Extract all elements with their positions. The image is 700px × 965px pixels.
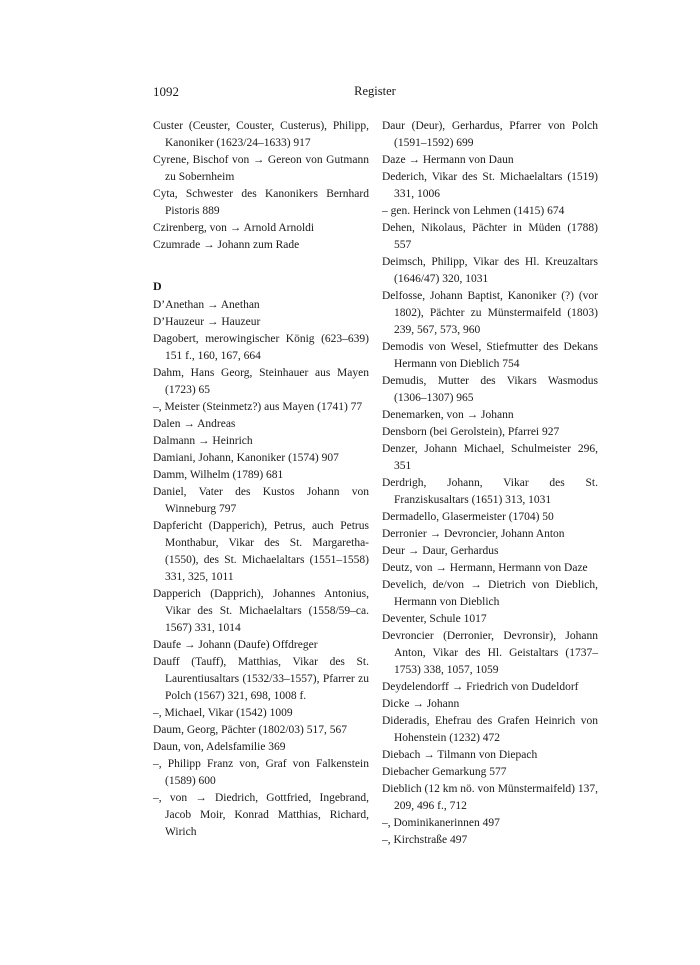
register-entry: Densborn (bei Gerolstein), Pfarrei 927 — [382, 426, 560, 438]
register-entry: D’Hauzeur → Hauzeur — [153, 316, 261, 328]
register-entry: Diebacher Gemarkung 577 — [382, 766, 507, 778]
register-entry: Daur (Deur), Gerhardus, Pfarrer von Polch (1591–1592) 699 — [382, 120, 598, 149]
register-entry: Damm, Wilhelm (1789) 681 — [153, 469, 284, 481]
register-entry: Dalen → Andreas — [153, 418, 236, 430]
register-entry: Daniel, Vater des Kustos Johann von Winneburg 797 — [153, 486, 369, 515]
register-entry: Dauff (Tauff), Matthias, Vikar des St. Laurentiusaltars (1532/33–1557), Pfarrer zu Polch (1567) 321, 698, 1008 f. — [153, 656, 369, 702]
register-entry: Deydelendorff → Friedrich von Dudeldorf — [382, 681, 579, 693]
register-entry: Dalmann → Heinrich — [153, 435, 253, 447]
register-entry: Denemarken, von → Johann — [382, 409, 514, 421]
register-entry: Dieblich (12 km nö. von Münstermaifeld) 137, 209, 496 f., 712 — [382, 783, 598, 812]
section-letter-d: D — [153, 279, 162, 293]
register-entry: –, Michael, Vikar (1542) 1009 — [153, 707, 293, 719]
left-column — [153, 118, 369, 841]
register-entry: Dederich, Vikar des St. Michaelaltars (1519) 331, 1006 — [382, 171, 598, 200]
register-entry: Daufe → Johann (Daufe) Offdreger — [153, 639, 318, 651]
register-entry: Dapperich (Dapprich), Johannes Antonius, Vikar des St. Michaelaltars (1558/59–ca. 1567) 331, 1014 — [153, 588, 369, 634]
register-entry: Damiani, Johann, Kanoniker (1574) 907 — [153, 452, 339, 464]
register-entry: Demudis, Mutter des Vikars Wasmodus (1306–1307) 965 — [382, 375, 598, 404]
page-header — [153, 84, 597, 104]
register-entry: –, Meister (Steinmetz?) aus Mayen (1741) 77 — [153, 401, 363, 413]
register-entry: Dicke → Johann — [382, 698, 460, 710]
register-entry: Dagobert, merowingischer König (623–639) 151 f., 160, 167, 664 — [153, 333, 369, 362]
register-entry: Cyta, Schwester des Kanonikers Bernhard Pistoris 889 — [153, 188, 369, 217]
entries-d — [153, 297, 369, 841]
register-entry: Custer (Ceuster, Couster, Custerus), Philipp, Kanoniker (1623/24–1633) 917 — [153, 120, 369, 149]
register-entry: Cyrene, Bischof von → Gereon von Gutmann zu Sobernheim — [153, 154, 369, 183]
register-entry: Demodis von Wesel, Stiefmutter des Dekans Hermann von Dieblich 754 — [382, 341, 598, 370]
register-entry: Deventer, Schule 1017 — [382, 613, 487, 625]
register-entry: –, Philipp Franz von, Graf von Falkenstein (1589) 600 — [153, 758, 369, 787]
register-entry: – gen. Herinck von Lehmen (1415) 674 — [382, 205, 565, 217]
register-entry: Dapfericht (Dapperich), Petrus, auch Petrus Monthabur, Vikar des St. Margaretha- (1550), des St. Michaelaltars (1551–1558) 331, 325, 1011 — [153, 520, 369, 583]
register-entry: Deutz, von → Hermann, Hermann von Daze — [382, 562, 588, 574]
register-entry: Dahm, Hans Georg, Steinhauer aus Mayen (1723) 65 — [153, 367, 369, 396]
register-entry: Deur → Daur, Gerhardus — [382, 545, 499, 557]
entries-d-continued — [382, 118, 598, 849]
register-entry: Dermadello, Glasermeister (1704) 50 — [382, 511, 554, 523]
entries-c — [153, 118, 369, 254]
register-entry: –, Dominikanerinnen 497 — [382, 817, 500, 829]
register-entry: Daun, von, Adelsfamilie 369 — [153, 741, 286, 753]
register-entry: Deimsch, Philipp, Vikar des Hl. Kreuzaltars (1646/47) 320, 1031 — [382, 256, 598, 285]
page-number: 1092 — [153, 84, 179, 99]
register-entry: Devroncier (Derronier, Devronsir), Johann Anton, Vikar des Hl. Geistaltars (1737–1753) 338, 1057, 1059 — [382, 630, 598, 676]
register-entry: Diebach → Tilmann von Diepach — [382, 749, 538, 761]
register-entry: Delfosse, Johann Baptist, Kanoniker (?) (vor 1802), Pächter zu Münstermaifeld (1803) 239, 567, 573, 960 — [382, 290, 598, 336]
register-entry: Daze → Hermann von Daun — [382, 154, 514, 166]
register-entry: Czumrade → Johann zum Rade — [153, 239, 300, 251]
register-entry: Daum, Georg, Pächter (1802/03) 517, 567 — [153, 724, 347, 736]
register-entry: Derdrigh, Johann, Vikar des St. Franziskusaltars (1651) 313, 1031 — [382, 477, 598, 506]
register-entry: Derronier → Devroncier, Johann Anton — [382, 528, 565, 540]
register-entry: Develich, de/von → Dietrich von Dieblich, Hermann von Dieblich — [382, 579, 598, 608]
register-entry: Dehen, Nikolaus, Pächter in Müden (1788) 557 — [382, 222, 598, 251]
register-entry: Dideradis, Ehefrau des Grafen Heinrich von Hohenstein (1232) 472 — [382, 715, 598, 744]
running-head: Register — [354, 84, 396, 98]
register-entry: –, Kirchstraße 497 — [382, 834, 468, 846]
right-column — [382, 118, 598, 849]
register-entry: D’Anethan → Anethan — [153, 299, 260, 311]
register-entry: –, von → Diedrich, Gottfried, Ingebrand, Jacob Moir, Konrad Matthias, Richard, Wirich — [153, 792, 369, 838]
register-entry: Czirenberg, von → Arnold Arnoldi — [153, 222, 315, 234]
register-entry: Denzer, Johann Michael, Schulmeister 296, 351 — [382, 443, 598, 472]
